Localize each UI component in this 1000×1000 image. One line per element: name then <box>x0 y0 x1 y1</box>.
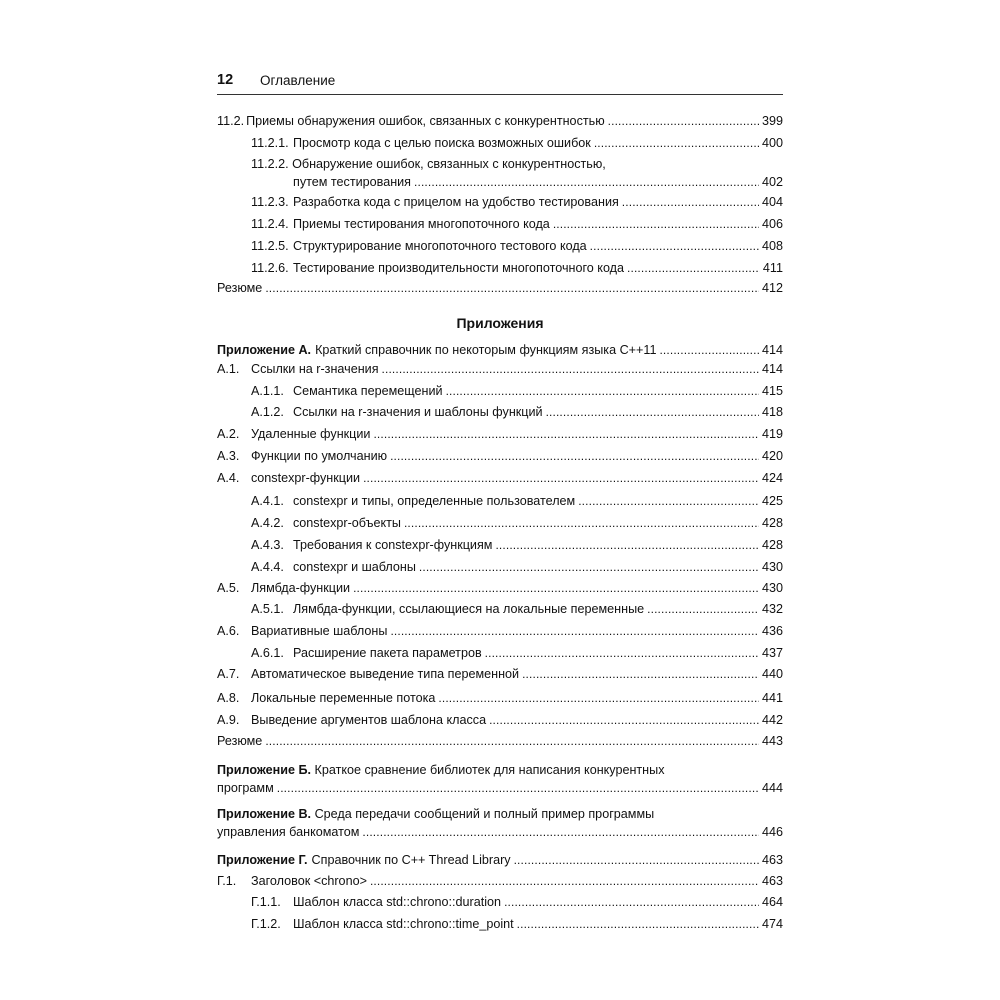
toc-entry-page: 420 <box>761 449 783 463</box>
toc-entry-title: Структурирование многопоточного тестового кода <box>293 239 587 253</box>
toc-entry-title: constexpr-объекты <box>293 516 401 530</box>
toc-entry-title-line1: Среда передачи сообщений и полный пример программы <box>314 807 655 821</box>
leader-dots <box>363 470 759 486</box>
toc-entry-page: 419 <box>761 427 783 441</box>
toc-entry-number: Приложение В. <box>217 807 315 821</box>
toc-entry-page: 430 <box>761 560 783 574</box>
toc-entry[interactable] <box>217 778 783 796</box>
page-number: 12 <box>217 72 234 88</box>
toc-entry-title: программ <box>217 781 274 795</box>
toc-entry-title: Шаблон класса std::chrono::duration <box>293 895 502 909</box>
toc-entry-number: A.4.3. <box>251 538 284 552</box>
toc-entry[interactable] <box>251 258 783 276</box>
toc-entry-title: Справочник по C++ Thread Library <box>311 853 511 867</box>
toc-entry-number: A.4.4. <box>251 560 284 574</box>
toc-entry[interactable] <box>251 214 783 232</box>
running-title: Оглавление <box>260 73 336 88</box>
toc-entry-title: Шаблон класса std::chrono::time_point <box>293 917 514 931</box>
toc-entry-number: A.9. <box>217 713 240 727</box>
toc-entry-page: 428 <box>761 516 783 530</box>
toc-entry-title: Резюме <box>217 734 263 748</box>
toc-entry[interactable] <box>217 731 783 749</box>
toc-entry-number: A.5.1. <box>251 602 284 616</box>
toc-entry-number: Приложение Б. <box>217 763 315 777</box>
toc-entry-number: 11.2.4. <box>251 217 289 231</box>
leader-dots <box>382 361 759 377</box>
toc-entry-title: Просмотр кода с целью поиска возможных ошибок <box>293 136 591 150</box>
leader-dots <box>546 404 759 420</box>
leader-dots <box>446 383 759 399</box>
toc-entry-title-line1: Краткое сравнение библиотек для написания конкурентных <box>314 763 665 777</box>
toc-entry-page: 441 <box>761 691 783 705</box>
toc-entry-title: Лямбда-функции, ссылающиеся на локальные переменные <box>293 602 645 616</box>
toc-entry[interactable] <box>251 172 783 190</box>
toc-entry-title: Функции по умолчанию <box>251 449 388 463</box>
leader-dots <box>362 824 759 840</box>
toc-entry-page: 440 <box>761 667 783 681</box>
toc-entry[interactable] <box>251 381 783 399</box>
toc-entry[interactable] <box>217 621 783 639</box>
toc-entry-title: Вариативные шаблоны <box>251 624 388 638</box>
toc-entry[interactable] <box>251 236 783 254</box>
toc-entry-page: 399 <box>761 114 783 128</box>
toc-entry[interactable] <box>217 664 783 682</box>
toc-entry-page: 430 <box>761 581 783 595</box>
toc-entry-page: 444 <box>761 781 783 795</box>
toc-entry-title: Тестирование производительности многопоточного кода <box>293 261 625 275</box>
toc-entry-page: 474 <box>761 917 783 931</box>
leader-dots <box>489 712 759 728</box>
toc-entry-number: Приложение Г. <box>217 853 308 867</box>
leader-dots <box>659 342 759 358</box>
toc-entry-number: A.1. <box>217 362 240 376</box>
toc-entry-page: 414 <box>761 343 783 357</box>
toc-entry-page: 404 <box>761 195 783 209</box>
toc-entry[interactable] <box>217 278 783 296</box>
toc-entry-number: A.8. <box>217 691 240 705</box>
leader-dots <box>590 238 759 254</box>
toc-entry[interactable] <box>217 850 783 868</box>
leader-dots <box>353 580 759 596</box>
toc-entry-page: 411 <box>762 261 783 275</box>
toc-entry-title: Лямбда-функции <box>251 581 351 595</box>
toc-entry-number: Г.1.2. <box>251 917 281 931</box>
toc-entry[interactable] <box>251 491 783 509</box>
leader-dots <box>522 666 759 682</box>
leader-dots <box>622 194 759 210</box>
toc-entry-page: 428 <box>761 538 783 552</box>
toc-entry-number: Приложение А. <box>217 343 312 357</box>
toc-entry-title: Локальные переменные потока <box>251 691 436 705</box>
toc-entry-page: 463 <box>761 853 783 867</box>
leader-dots <box>594 135 759 151</box>
toc-entry[interactable] <box>251 599 783 617</box>
toc-entry-page: 425 <box>761 494 783 508</box>
toc-entry-title-line1: Обнаружение ошибок, связанных с конкурентностью, <box>292 157 606 171</box>
leader-dots <box>438 690 759 706</box>
toc-entry-title: constexpr и шаблоны <box>293 560 416 574</box>
toc-entry[interactable] <box>217 468 783 486</box>
toc-entry-title: Требования к constexpr-функциям <box>293 538 493 552</box>
leader-dots <box>265 733 759 749</box>
toc-entry-page: 415 <box>761 384 783 398</box>
toc-entry[interactable] <box>217 340 783 358</box>
toc-entry[interactable] <box>217 710 783 728</box>
toc-entry[interactable] <box>217 446 783 464</box>
toc-entry-number: Г.1.1. <box>251 895 281 909</box>
toc-entry[interactable] <box>251 643 783 661</box>
leader-dots <box>495 537 759 553</box>
toc-entry[interactable] <box>251 513 783 531</box>
leader-dots <box>404 515 759 531</box>
toc-entry-number: A.6.1. <box>251 646 284 660</box>
toc-entry-title: Выведение аргументов шаблона класса <box>251 713 487 727</box>
leader-dots <box>277 780 759 796</box>
toc-entry-number: 11.2.2. <box>251 157 293 171</box>
toc-entry[interactable] <box>217 688 783 706</box>
toc-entry-title: constexpr и типы, определенные пользователем <box>293 494 576 508</box>
toc-entry-page: 464 <box>761 895 783 909</box>
toc-entry[interactable] <box>217 578 783 596</box>
toc-entry-number: A.5. <box>217 581 240 595</box>
toc-entry[interactable] <box>217 871 783 889</box>
toc-entry-title: Заголовок <chrono> <box>251 874 367 888</box>
toc-entry-title: путем тестирования <box>293 175 412 189</box>
toc-entry-number: A.4.1. <box>251 494 284 508</box>
toc-entry-page: 443 <box>761 734 783 748</box>
toc-entry[interactable] <box>251 192 783 210</box>
toc-entry-title: Расширение пакета параметров <box>293 646 482 660</box>
toc-entry-number: A.7. <box>217 667 240 681</box>
leader-dots <box>419 559 759 575</box>
toc-entry-page: 402 <box>761 175 783 189</box>
toc-entry-number: 11.2. <box>217 114 245 128</box>
toc-entry-number: 11.2.6. <box>251 261 289 275</box>
toc-entry-page: 437 <box>761 646 783 660</box>
toc-entry-number: 11.2.3. <box>251 195 289 209</box>
toc-entry[interactable] <box>217 111 783 129</box>
toc-entry-title: constexpr-функции <box>251 471 361 485</box>
toc-entry-title: Ссылки на r-значения и шаблоны функций <box>293 405 543 419</box>
toc-entry[interactable] <box>217 424 783 442</box>
toc-entry-title: Разработка кода с прицелом на удобство тестирования <box>293 195 619 209</box>
toc-entry-page: 414 <box>761 362 783 376</box>
toc-entry-page: 408 <box>761 239 783 253</box>
leader-dots <box>390 448 759 464</box>
leader-dots <box>373 426 759 442</box>
toc-entry[interactable] <box>251 914 783 932</box>
leader-dots <box>517 916 759 932</box>
leader-dots <box>504 894 759 910</box>
toc-entry-number: 11.2.1. <box>251 136 289 150</box>
toc-entry-title: Автоматическое выведение типа переменной <box>251 667 520 681</box>
toc-entry-title: Приемы обнаружения ошибок, связанных с конкурентностью <box>246 114 605 128</box>
section-heading: Приложения <box>456 315 544 331</box>
leader-dots <box>553 216 759 232</box>
leader-dots <box>627 260 760 276</box>
toc-entry-page: 463 <box>761 874 783 888</box>
leader-dots <box>608 113 759 129</box>
toc-entry-number: A.1.2. <box>251 405 284 419</box>
table-of-contents <box>217 0 783 1000</box>
leader-dots <box>578 493 759 509</box>
leader-dots <box>265 280 759 296</box>
toc-entry-title: Семантика перемещений <box>293 384 443 398</box>
toc-entry-page: 432 <box>761 602 783 616</box>
toc-entry-number: A.4. <box>217 471 240 485</box>
toc-entry-number: A.4.2. <box>251 516 284 530</box>
toc-entry-title: Удаленные функции <box>251 427 371 441</box>
toc-entry-page: 412 <box>761 281 783 295</box>
leader-dots <box>514 852 759 868</box>
leader-dots <box>647 601 759 617</box>
toc-entry[interactable] <box>251 557 783 575</box>
toc-entry-page: 446 <box>761 825 783 839</box>
toc-entry-page: 418 <box>761 405 783 419</box>
toc-entry[interactable] <box>251 133 783 151</box>
toc-entry[interactable] <box>251 892 783 910</box>
toc-entry[interactable] <box>217 359 783 377</box>
toc-entry-number: 11.2.5. <box>251 239 289 253</box>
toc-entry-title: Приемы тестирования многопоточного кода <box>293 217 550 231</box>
toc-entry-page: 400 <box>761 136 783 150</box>
toc-entry-number: A.6. <box>217 624 240 638</box>
toc-entry-page: 442 <box>761 713 783 727</box>
toc-entry[interactable] <box>251 535 783 553</box>
toc-entry-number: A.1.1. <box>251 384 284 398</box>
toc-entry-number: A.3. <box>217 449 240 463</box>
leader-dots <box>485 645 759 661</box>
toc-entry-title: Ссылки на r-значения <box>251 362 379 376</box>
toc-entry-title: Резюме <box>217 281 263 295</box>
leader-dots <box>390 623 759 639</box>
toc-entry[interactable] <box>217 822 783 840</box>
toc-entry-number: Г.1. <box>217 874 237 888</box>
toc-entry-title: управления банкоматом <box>217 825 360 839</box>
toc-entry-page: 406 <box>761 217 783 231</box>
toc-entry[interactable] <box>251 402 783 420</box>
leader-dots <box>414 174 759 190</box>
toc-entry-page: 436 <box>761 624 783 638</box>
leader-dots <box>370 873 759 889</box>
toc-entry-number: A.2. <box>217 427 240 441</box>
toc-entry-title: Краткий справочник по некоторым функциям языка C++11 <box>315 343 657 357</box>
toc-entry-page: 424 <box>761 471 783 485</box>
